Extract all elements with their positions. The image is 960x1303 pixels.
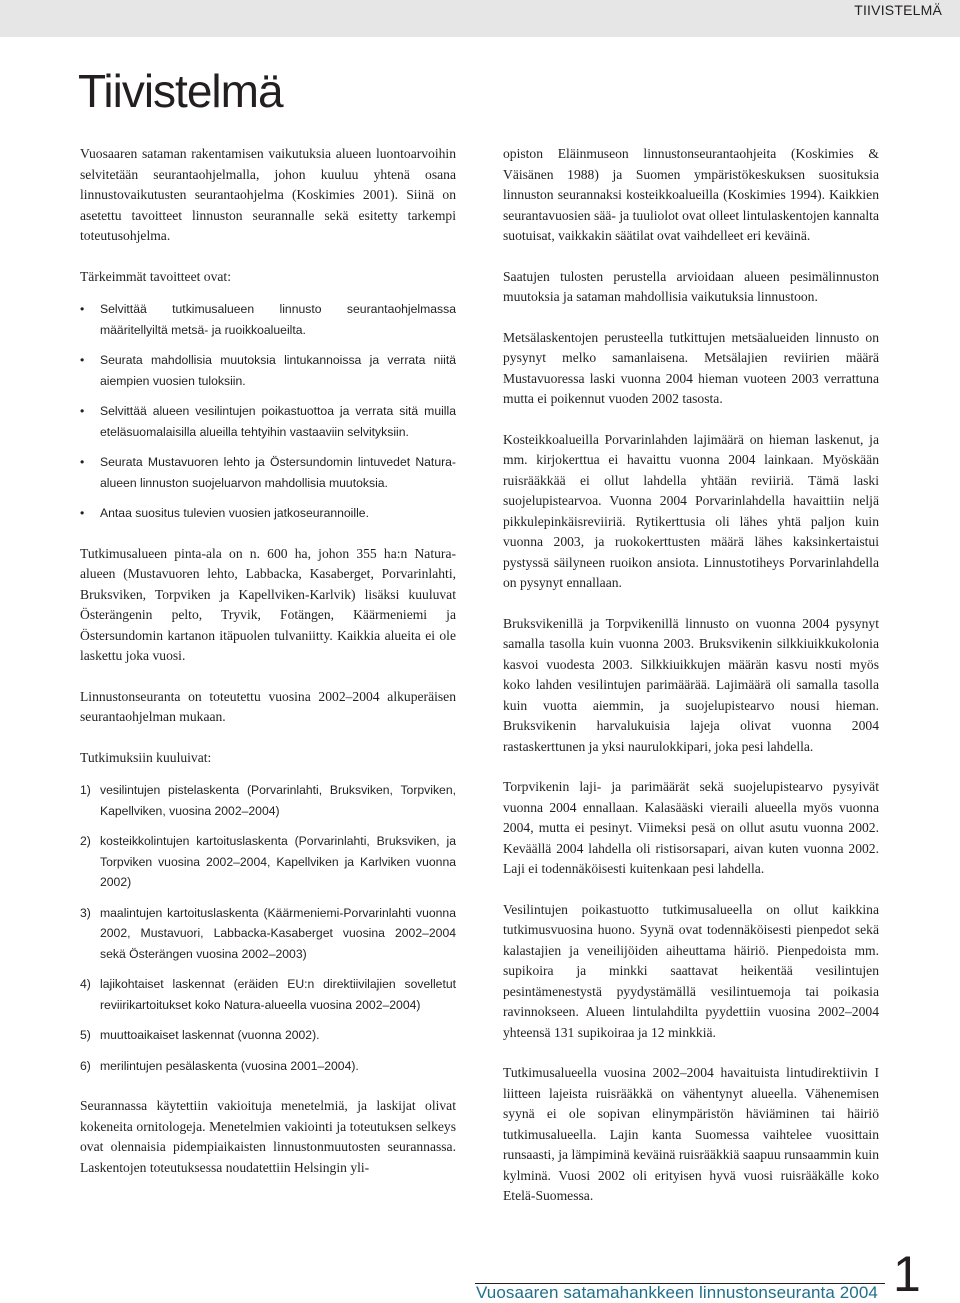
years-paragraph: Linnustonseuranta on toteutettu vuosina 2002–2004 alkuperäisen seurantaohjelman mukaan. xyxy=(80,688,456,724)
header-bar xyxy=(0,0,960,37)
list-item: 4) lajikohtaiset laskennat (eräiden EU:n direktiivilajien sovelletut reviirikartoitukset koko Natura-alueella vuosina 2002–2004) xyxy=(80,977,456,1012)
footer-publication-title: Vuosaaren satamahankkeen linnustonseuranta 2004 xyxy=(476,1283,878,1302)
paragraph: Tutkimusalueella vuosina 2002–2004 havaituista lintudirektiivin I liitteen lajeista ruisrääkkä on vähentynyt alueella. Vähenemisen syynä ei ole sopivan elinympäristön häviäminen tai häiriö tutkimusalueella. Lajin kanta Suomessa vaihtelee vuosittain runsaasti, ja lämpiminä keväinä ruisrääkkiä saapuu runsaammin kuin kylminä. Vuosi 2002 oli erityisen hyvä vuosi ruisrääkälle koko Etelä-Suomessa. xyxy=(503,1065,879,1203)
list-item: • Seurata mahdollisia muutoksia lintukannoissa ja verrata niitä aiempien vuosien tuloksiin. xyxy=(80,350,456,391)
section-label: TIIVISTELMÄ xyxy=(854,2,942,18)
paragraph: opiston Eläinmuseon linnustonseurantaohjeita (Koskimies & Väisänen 1988) ja Suomen ympäristökeskuksen suosituksia linnuston seurannaksi kosteikkoalueilla (Koskimies 1994). Kaikkien seurantavuosien sää- ja tuuliolot ovat olleet lintulaskentojen kannalta suotuisat, vaikkakin säätilat ovat vaihdelleet eri keväinä. xyxy=(503,146,879,243)
list-item: 6) merilintujen pesälaskenta (vuosina 2001–2004). xyxy=(80,1058,359,1073)
paragraph: Bruksvikenillä ja Torpvikenillä linnusto on vuonna 2004 pysynyt samalla tasolla kuin vuonna 2003. Bruksvikenin silkkiuikkukolonia kasvoi vuodesta 2003. Silkkiuikkujen määrän kasvu nosti myös koko lahden vesilintujen parimäärää. Lajimäärä oli samalla tasolla kuin vuotta aiemmin, ja suojelupistearvo nousi hieman. Bruksvikenin harvalukuisia lajeja olivat vuonna 2004 rastaskerttunen ja yksi naurulokkipari, joka pesi lahdella. xyxy=(503,615,879,754)
studies-heading: Tutkimuksiin kuuluivat: xyxy=(80,749,212,765)
list-item: • Antaa suositus tulevien vuosien jatkoseurannoille. xyxy=(80,503,456,524)
page-title: Tiivistelmä xyxy=(78,65,283,117)
objectives-heading: Tärkeimmät tavoitteet ovat: xyxy=(80,268,231,284)
list-item: 5) muuttoaikaiset laskennat (vuonna 2002). xyxy=(80,1028,320,1042)
objectives-list xyxy=(80,299,456,524)
methods-paragraph: Seurannassa käytettiin vakioituja menetelmiä, ja laskijat olivat kokeneita ornitologeja. Menetelmien vakiointi ja toteutuksen selkeys ovat olennaisia pidempiaikaisten linnustonmuutosten seurannassa. Laskentojen toteutuksessa noudatettiin Helsingin yli- xyxy=(80,1098,456,1175)
list-item: • Selvittää tutkimusalueen linnusto seurantaohjelmassa määritellyiltä metsä- ja ruoikkoalueilta. xyxy=(80,299,456,340)
intro-paragraph: Vuosaaren sataman rakentamisen vaikutuksia alueen luontoarvoihin selvitetään seurantaohjelmalla, johon kuuluu yhtenä osana linnustovaikutusten seurantaohjelma (Koskimies 2001). Siinä on asetettu tavoitteet linnuston seurannalle sekä esitetty tarkempi toteutusohjelma. xyxy=(80,146,456,243)
list-item: • Seurata Mustavuoren lehto ja Östersundomin lintuvedet Natura-alueen linnuston suojeluarvon mahdollisia muutoksia. xyxy=(80,452,456,493)
left-column xyxy=(80,144,456,1178)
studies-list xyxy=(80,780,456,1076)
right-column xyxy=(503,144,879,1207)
page-number: 1 xyxy=(893,1246,921,1302)
bullet-icon: • xyxy=(80,302,85,316)
paragraph: Kosteikkoalueilla Porvarinlahden lajimäärä on hieman laskenut, ja mm. kirjokerttua ei havaittu vuonna 2004 lainkaan. Myöskään ruisrääkkää ei ollut lahdella yhtään reviiriä. Tämä laski suojelupistearvoa. Vuonna 2004 Porvarinlahdella havaittiin neljä pikkulepinkäisreviiriä. Rytikerttusia oli lähes yhtä paljon kuin vuonna 2003, ja ruokokerttusten määrä lähes kaksinkertaistui pystyssä säilyneen ruoikon ansiota. Linnustotiheys Porvarinlahdella on pysynyt ennallaan. xyxy=(503,431,879,590)
list-item: 2) kosteikkolintujen kartoituslaskenta (Porvarinlahti, Bruksviken, ja Torpviken vuosina 2002–2004, Kapellviken ja Karlviken vuonna 2002) xyxy=(80,834,456,889)
paragraph: Vesilintujen poikastuotto tutkimusalueella on ollut kaikkina tutkimusvuosina huono. Syynä ovat todennäköisesti pienpedot sekä kalastajien ja veneilijöiden aiheuttama häiriö. Pienpedoista mm. supikoira ja minkki saattavat heikentää vesilintujen pesintämenestystä pyydystämällä vesilintuemoja tai poikasia ravinnokseen. Alueen lintulahdilta pyydettiin vuosina 2002–2004 yhteensä 131 supikoiraa ja 12 minkkiä. xyxy=(503,901,879,1040)
bullet-icon: • xyxy=(80,353,85,367)
paragraph: Torpvikenin laji- ja parimäärät sekä suojelupistearvo pysyivät vuonna 2004 ennallaan. Kalasääski vieraili alueella myös vuonna 2004, mutta ei pesinyt. Viimeksi pesä on ollut asutu vuonna 2002. Keväällä 2004 lahdella oli ristisorsapari, aivan kuten vuonna 2002. Laji ei todennäköisesti kuitenkaan pesi lahdella. xyxy=(503,779,879,876)
bullet-icon: • xyxy=(80,506,85,520)
list-item: 3) maalintujen kartoituslaskenta (Käärmeniemi-Porvarinlahti vuonna 2002, Mustavuori, Labbacka-Kasaberget vuosina 2002–2004 sekä Österängen vuosina 2002–2003) xyxy=(80,905,456,961)
paragraph: Saatujen tulosten perustella arvioidaan alueen pesimälinnuston muutoksia ja sataman mahdollisia vaikutuksia linnustoon. xyxy=(503,268,879,304)
bullet-icon: • xyxy=(80,404,85,418)
bullet-icon: • xyxy=(80,455,85,469)
list-item: 1) vesilintujen pistelaskenta (Porvarinlahti, Bruksviken, Torpviken, Kapellviken, vuosina 2002–2004) xyxy=(80,783,456,818)
area-paragraph: Tutkimusalueen pinta-ala on n. 600 ha, johon 355 ha:n Natura-alueen (Mustavuoren lehto, Labbacka, Kasaberget, Porvarinlahti, Bruksviken, Torpviken ja Kapellviken-Karlvik) lisäksi kuuluvat Österängenin pelto, Tryvik, Fotängen, Käärmeniemi ja Östersundomin kartanon itäpuolen tulvaniitty. Kaikkia alueita ei ole laskettu joka vuosi. xyxy=(80,545,456,663)
list-item: • Selvittää alueen vesilintujen poikastuottoa ja verrata sitä muilla eteläsuomalaisilla alueilla tehtyihin vastaaviin selvityksiin. xyxy=(80,401,456,442)
paragraph: Metsälaskentojen perusteella tutkittujen metsäalueiden linnusto on pysynyt melko samanlaisena. Metsälajien reviirien määrä Mustavuoressa laski vuonna 2004 hieman vuoteen 2003 verrattuna mutta ei poikennut vuoden 2002 tasosta. xyxy=(503,329,879,406)
